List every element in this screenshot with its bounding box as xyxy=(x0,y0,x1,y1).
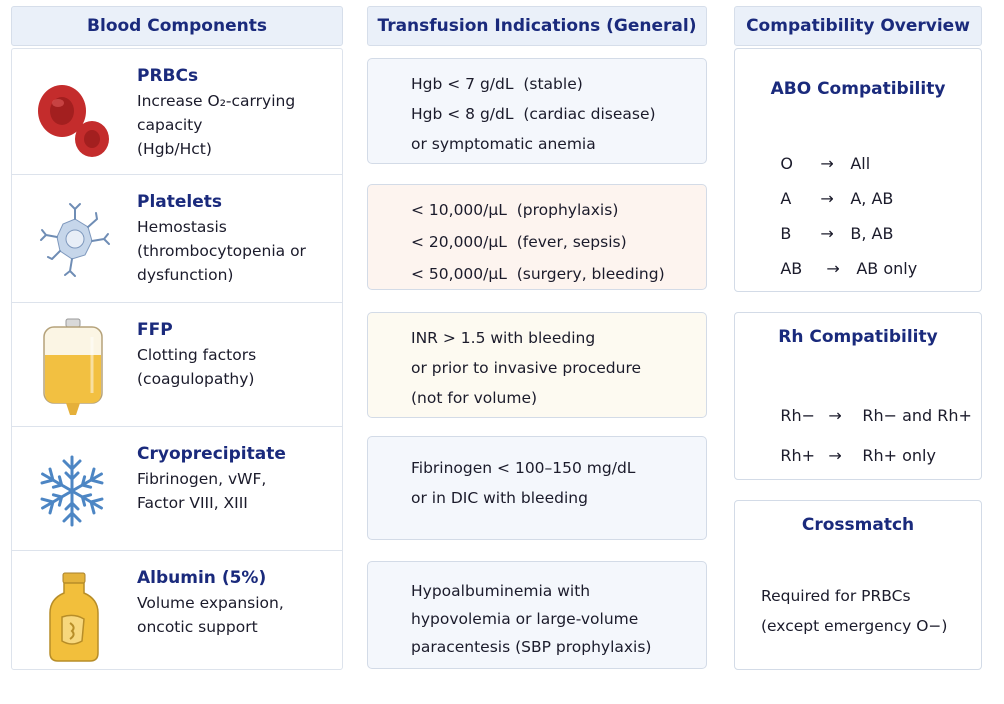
indication-line: or in DIC with bleeding xyxy=(411,489,588,507)
indication-box-platelets xyxy=(367,184,707,290)
indication-line: Hgb < 8 g/dL (cardiac disease) xyxy=(411,105,656,123)
component-description: Increase O₂-carrying capacity (Hgb/Hct) xyxy=(137,92,296,158)
component-description: Clotting factors (coagulopathy) xyxy=(137,346,257,388)
component-name: Albumin (5%) xyxy=(137,568,267,588)
blood-components-header: Blood Components xyxy=(11,6,343,46)
blood-components-list xyxy=(11,48,343,670)
plasma-bag-icon xyxy=(30,317,120,417)
indication-line: INR > 1.5 with bleeding xyxy=(411,329,596,347)
component-description: Fibrinogen, vWF, Factor VIII, XIII xyxy=(137,470,267,512)
abo-compatibility-box xyxy=(734,48,982,292)
indication-line: paracentesis (SBP prophylaxis) xyxy=(411,638,652,656)
abo-rule: A → A, AB xyxy=(780,189,894,208)
component-description: Volume expansion, oncotic support xyxy=(137,594,284,636)
snowflake-icon xyxy=(30,441,120,541)
component-row-cryoprecipitate xyxy=(12,427,342,551)
component-name: Platelets xyxy=(137,192,223,212)
component-row-platelets xyxy=(12,175,342,303)
component-name: Cryoprecipitate xyxy=(137,444,286,464)
indication-box-cryoprecipitate xyxy=(367,436,707,540)
indication-box-albumin xyxy=(367,561,707,669)
component-name: FFP xyxy=(137,320,173,340)
indication-line: < 50,000/µL (surgery, bleeding) xyxy=(411,265,665,283)
abo-rule: AB → AB only xyxy=(780,259,918,278)
transfusion-indications-header: Transfusion Indications (General) xyxy=(367,6,707,46)
crossmatch-box xyxy=(734,500,982,670)
rh-compatibility-title: Rh Compatibility xyxy=(778,327,938,347)
platelet-icon xyxy=(30,189,120,289)
indication-line: or prior to invasive procedure xyxy=(411,359,642,377)
component-row-prbcs xyxy=(12,49,342,175)
component-row-ffp xyxy=(12,303,342,427)
indication-line: Hypoalbuminemia with xyxy=(411,582,591,600)
indication-line: hypovolemia or large-volume xyxy=(411,610,639,628)
red-blood-cells-icon xyxy=(30,63,120,163)
crossmatch-title: Crossmatch xyxy=(801,515,915,535)
indication-line: < 10,000/µL (prophylaxis) xyxy=(411,201,619,219)
indication-line: (not for volume) xyxy=(411,389,538,407)
indication-line: < 20,000/µL (fever, sepsis) xyxy=(411,233,627,251)
indication-line: or symptomatic anemia xyxy=(411,135,596,153)
compatibility-overview-header: Compatibility Overview xyxy=(734,6,982,46)
component-name: PRBCs xyxy=(137,66,199,86)
abo-rule: O → All xyxy=(780,154,871,173)
abo-compatibility-title: ABO Compatibility xyxy=(770,79,946,99)
rh-rule: Rh+ → Rh+ only xyxy=(780,446,936,465)
indication-line: Fibrinogen < 100–150 mg/dL xyxy=(411,459,636,477)
rh-rule: Rh− → Rh− and Rh+ xyxy=(780,406,972,425)
component-row-albumin xyxy=(12,551,342,669)
crossmatch-line: Required for PRBCs xyxy=(761,587,911,605)
component-description: Hemostasis (thrombocytopenia or dysfunction) xyxy=(137,218,306,284)
crossmatch-line: (except emergency O−) xyxy=(761,617,948,635)
abo-rule: B → B, AB xyxy=(780,224,894,243)
indication-box-prbcs xyxy=(367,58,707,164)
rh-compatibility-box xyxy=(734,312,982,480)
albumin-bottle-icon xyxy=(30,565,120,665)
indication-box-ffp xyxy=(367,312,707,418)
indication-line: Hgb < 7 g/dL (stable) xyxy=(411,75,583,93)
